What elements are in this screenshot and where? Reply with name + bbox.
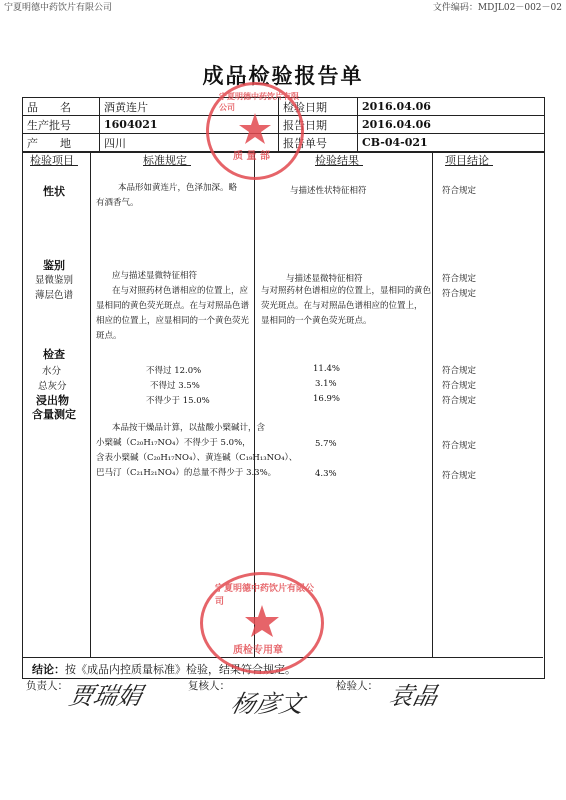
column-header-conclusion: 项目结论 [445, 154, 489, 167]
extract-conclusion: 符合规定 [442, 396, 477, 406]
column-header-result: 检验结果 [315, 154, 359, 167]
column-header-standard: 标准规定 [143, 154, 187, 167]
inspect-date-label: 检验日期 [279, 98, 358, 116]
ash-result: 3.1% [315, 379, 337, 389]
ash-conclusion: 符合规定 [442, 381, 477, 391]
conclusion-label: 结论： [32, 663, 65, 676]
tlc-standard: 相应的位置上，应显相同的一个黄色荧光 [96, 316, 250, 326]
stamp-dept-bottom: 质 量 部 [233, 151, 270, 162]
extract-label: 浸出物 [36, 394, 69, 407]
assay-standard: 本品按干燥品计算，以盐酸小檗碱计，含 [112, 423, 266, 433]
header-underline [445, 165, 493, 166]
document-code: 文件编码：MDJL02－002－02 [432, 3, 562, 13]
stamp-qc-text: 宁夏明德中药饮片有限公司 [215, 584, 315, 607]
qc-stamp [200, 572, 324, 674]
company-header: 宁夏明德中药饮片有限公司 [4, 3, 113, 13]
inspector-label: 检验人： [336, 680, 378, 692]
appearance-result: 与描述性状特征相符 [290, 186, 367, 196]
section-identification: 鉴别 [43, 259, 65, 272]
assay-result: 4.3% [315, 469, 337, 479]
responsible-signature: 贾瑞娟 [66, 682, 145, 710]
section-appearance: 性状 [43, 185, 65, 198]
extract-result: 16.9% [313, 394, 341, 404]
tlc-result: 显相同的一个黄色荧光斑点。 [261, 316, 372, 326]
batch-value: 1604021 [100, 116, 279, 134]
reviewer-signature: 杨彦文 [228, 690, 307, 718]
micro-label: 显微鉴别 [35, 275, 74, 286]
tlc-standard: 斑点。 [96, 331, 122, 341]
page-title: 成品检验报告单 [202, 63, 364, 88]
section-assay: 含量测定 [32, 408, 76, 421]
report-date-value: 2016.04.06 [358, 116, 545, 134]
tlc-result: 与对照药材色谱相应的位置上，显相同的黄色 [261, 286, 432, 296]
water-label: 水分 [42, 366, 62, 377]
inspect-date-value: 2016.04.06 [358, 98, 545, 116]
origin-label: 产 地 [23, 134, 100, 152]
header-underline [30, 165, 78, 166]
inspector-signature: 袁晶 [386, 682, 441, 710]
batch-label: 生产批号 [23, 116, 100, 134]
tlc-conclusion: 符合规定 [442, 289, 477, 299]
column-header-item: 检验项目 [30, 154, 74, 167]
stamp-qc-bottom: 质检专用章 [233, 645, 283, 656]
extract-standard: 不得少于 15.0% [146, 396, 210, 406]
appearance-conclusion: 符合规定 [442, 186, 477, 196]
origin-value: 四川 [100, 134, 279, 152]
assay-conclusion: 符合规定 [442, 471, 477, 481]
conclusion-text: 按《成品内控质量标准》检验，结果符合规定。 [65, 663, 296, 676]
appearance-standard: 有酒香气。 [96, 198, 139, 208]
water-result: 11.4% [313, 364, 341, 374]
ash-label: 总灰分 [38, 381, 67, 392]
product-label: 品 名 [23, 98, 100, 116]
appearance-standard: 本品形如黄连片，色泽加深。略 [118, 183, 238, 193]
tlc-result: 荧光斑点。在与对照品色谱相应的位置上， [261, 301, 423, 311]
product-value: 酒黄连片 [100, 98, 279, 116]
stamp-dept-text: 宁夏明德中药饮片有限公司 [219, 91, 299, 112]
tlc-standard: 显相同的黄色荧光斑点。在与对照品色谱 [96, 301, 250, 311]
column-divider [432, 152, 433, 657]
tlc-standard: 在与对照药材色谱相应的位置上，应 [112, 286, 249, 296]
micro-conclusion: 符合规定 [442, 274, 477, 284]
assay-standard: 巴马汀（C₂₁H₂₁NO₄）的总量不得少于 3.3%。 [96, 468, 277, 478]
water-standard: 不得过 12.0% [146, 366, 202, 376]
ash-standard: 不得过 3.5% [150, 381, 200, 391]
tlc-label: 薄层色谱 [35, 290, 74, 301]
assay-standard: 含表小檗碱（C₂₀H₁₇NO₄）、黄连碱（C₁₉H₁₃NO₄）、 [96, 453, 298, 463]
micro-standard: 应与描述显微特征相符 [112, 271, 198, 281]
micro-result: 与描述显微特征相符 [286, 274, 363, 284]
report-date-label: 报告日期 [279, 116, 358, 134]
quality-dept-stamp [206, 82, 304, 180]
header-underline [143, 165, 191, 166]
assay-result: 5.7% [315, 439, 337, 449]
column-divider [90, 152, 91, 657]
report-no-label: 报告单号 [279, 134, 358, 152]
reviewer-label: 复核人： [188, 680, 230, 692]
water-conclusion: 符合规定 [442, 366, 477, 376]
assay-standard: 小檗碱（C₂₀H₁₇NO₄）不得少于 5.0%， [96, 438, 251, 448]
responsible-label: 负责人： [26, 680, 68, 692]
report-no-value: CB-04-021 [358, 134, 545, 152]
header-underline [315, 165, 363, 166]
section-check: 检查 [43, 348, 65, 361]
assay-conclusion: 符合规定 [442, 441, 477, 451]
